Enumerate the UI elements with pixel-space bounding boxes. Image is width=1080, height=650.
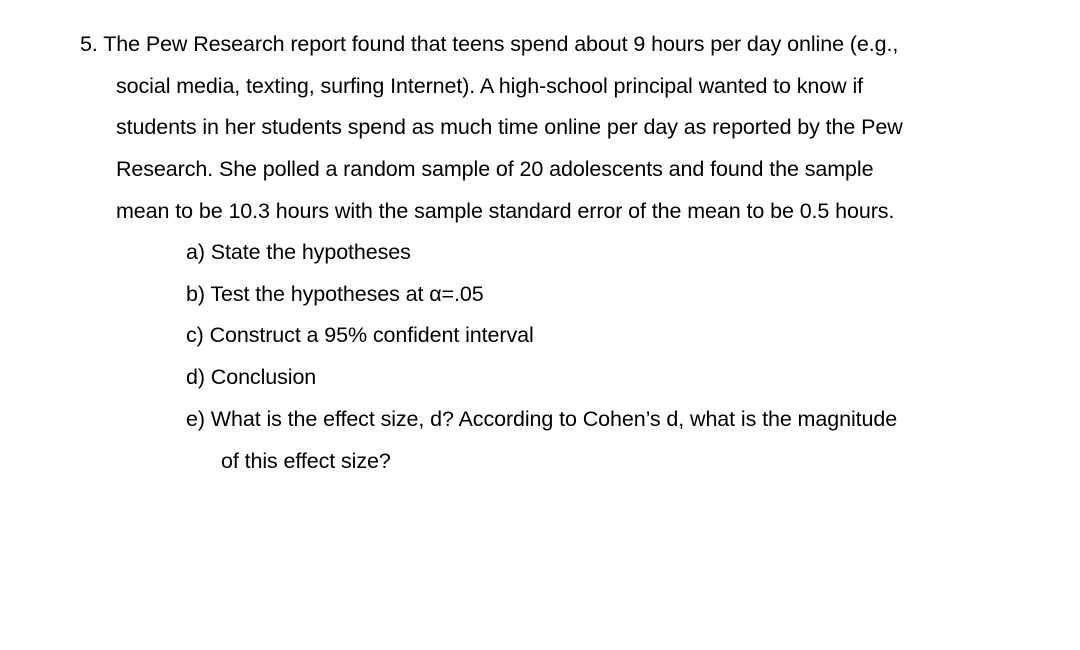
- question-stem-line-4: Research. She polled a random sample of 20 adolescents and found the sample: [116, 157, 874, 181]
- part-c-text: c) Construct a 95% confident interval: [186, 323, 534, 347]
- part-d-text: d) Conclusion: [186, 365, 317, 389]
- question-stem-line-1: 5. The Pew Research report found that teens spend about 9 hours per day online (e.g.,: [80, 32, 899, 56]
- question-stem-line-3: students in her students spend as much time online per day as reported by the Pew: [116, 115, 903, 139]
- part-a-text: a) State the hypotheses: [186, 240, 411, 264]
- part-e-text-line-2: of this effect size?: [221, 449, 391, 473]
- question-stem-line-5: mean to be 10.3 hours with the sample standard error of the mean to be 0.5 hours.: [116, 199, 895, 223]
- question-stem-line-2: social media, texting, surfing Internet). A high-school principal wanted to know if: [116, 74, 863, 98]
- part-e-text-line-1: e) What is the effect size, d? According to Cohen’s d, what is the magnitude: [186, 407, 898, 431]
- part-b-text: b) Test the hypotheses at α=.05: [186, 282, 484, 306]
